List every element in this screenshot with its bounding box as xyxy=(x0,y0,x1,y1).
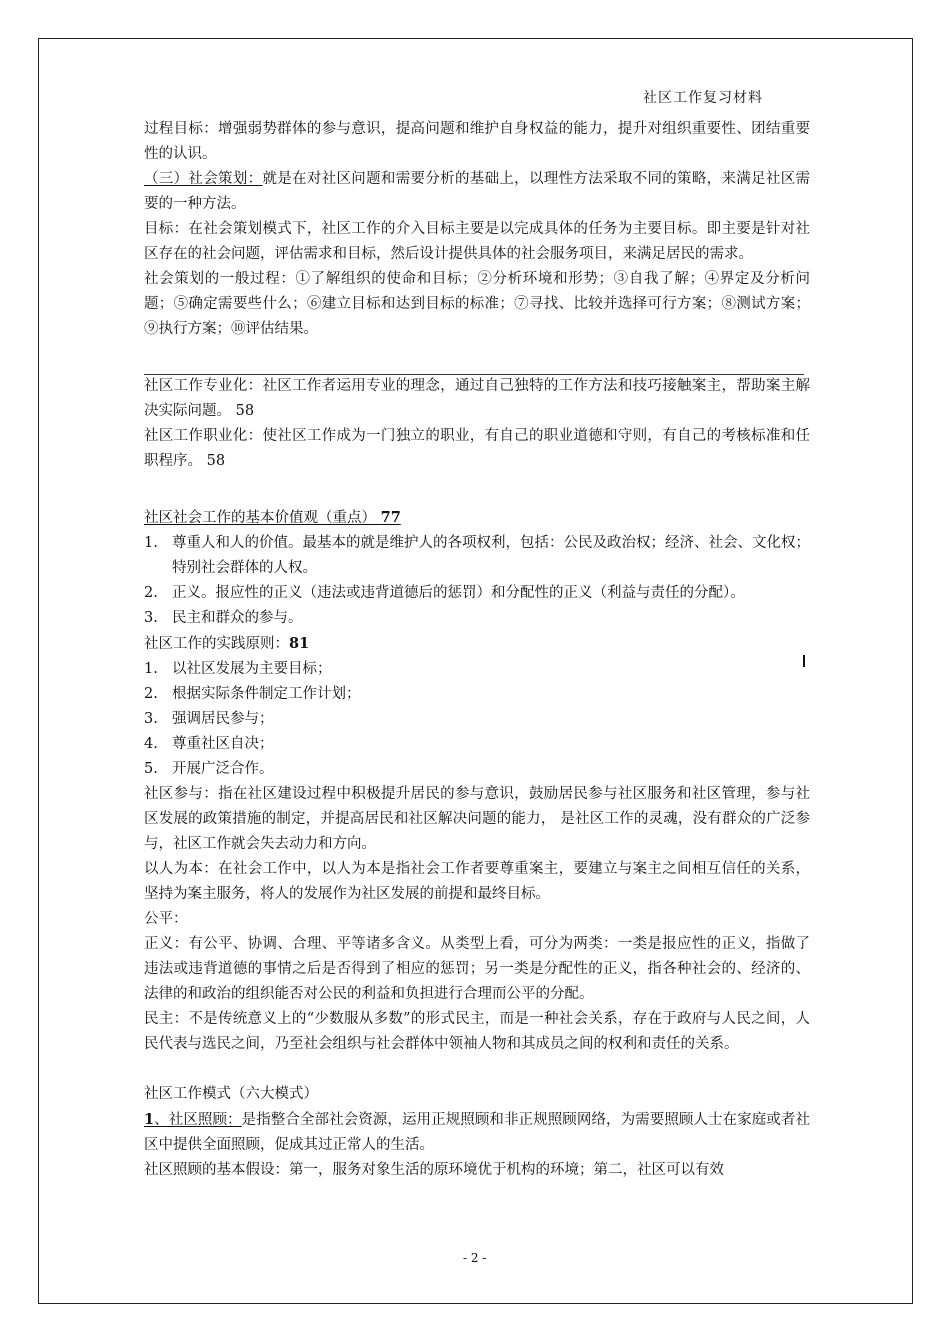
principles-heading-text: 社区工作的实践原则： xyxy=(144,636,289,652)
principles-heading-page: 81 xyxy=(289,635,310,652)
values-heading xyxy=(144,505,810,531)
principles-heading xyxy=(144,631,810,657)
spacer xyxy=(144,342,810,374)
list-item: 3. 强调居民参与； xyxy=(144,711,274,727)
values-list xyxy=(144,531,810,631)
planning-target-paragraph: 目标：在社会策划模式下，社区工作的介入目标主要是以完成具体的任务为主要目标。即主要是针对社区存在的社会问题，评估需求和目标，然后设计提供具体的社会服务项目，来满足居民的需求。 xyxy=(144,221,810,262)
social-planning-term: （三）社会策划： xyxy=(144,171,263,187)
social-planning-definition: 就是在对社区问题和需要分析的基础上，以理性方法采取不同的策略，来满足社区需要的一种方法。 xyxy=(144,171,811,212)
community-care-term: 、社区照顾： xyxy=(154,1112,242,1128)
justice-paragraph: 正义：有公平、协调、合理、平等诸多含义。从类型上看，可分为两类：一类是报应性的正义，指做了违法或违背道德的事情之后是否得到了相应的惩罚；另一类是分配性的正义，指各种社会的、经济的、法律的和政治的组织能否对公民的利益和负担进行合理而公平的分配。 xyxy=(144,936,810,1002)
list-item: 1. 以社区发展为主要目标； xyxy=(144,661,332,677)
models-heading: 社区工作模式（六大模式） xyxy=(144,1086,318,1102)
running-header: 社区工作复习材料 xyxy=(643,90,763,106)
list-item: 5. 开展广泛合作。 xyxy=(144,761,274,777)
list-item: 4. 尊重社区自决； xyxy=(144,736,274,752)
fairness-paragraph: 公平： xyxy=(144,911,188,927)
people-oriented-paragraph: 以人为本：在社会工作中，以人为本是指社会工作者要尊重案主，要建立与案主之间相互信任的关系，坚持为案主服务，将人的发展作为社区发展的前提和最终目标。 xyxy=(144,861,810,902)
occupationalization-paragraph: 社区工作职业化：使社区工作成为一门独立的职业，有自己的职业道德和守则，有自己的考核标准和任职程序。 58 xyxy=(144,428,810,469)
community-care-assumption: 社区照顾的基本假设：第一，服务对象生活的原环境优于机构的环境；第二，社区可以有效 xyxy=(144,1162,724,1178)
list-item: 2. 根据实际条件制定工作计划； xyxy=(144,686,361,702)
process-goal-paragraph: 过程目标：增强弱势群体的参与意识，提高问题和维护自身权益的能力，提升对组织重要性、团结重要性的认识。 xyxy=(144,121,810,162)
community-care-paragraph xyxy=(144,1107,810,1158)
democracy-paragraph: 民主：不是传统意义上的“少数服从多数”的形式民主，而是一种社会关系，存在于政府与人民之间，人民代表与选民之间，乃至社会组织与社会群体中领袖人物和其成员之间的权利和责任的关系。 xyxy=(144,1011,810,1052)
list-item: 3. 民主和群众的参与。 xyxy=(144,610,303,626)
professionalization-paragraph: 社区工作专业化：社区工作者运用专业的理念，通过自己独特的工作方法和技巧接触案主，帮助案主解决实际问题。 58 xyxy=(144,378,810,419)
list-item: 1. 尊重人和人的价值。最基本的就是维护人的各项权利，包括：公民及政治权；经济、社会、文化权；特别社会群体的人权。 xyxy=(144,535,810,576)
participation-paragraph: 社区参与：指在社区建设过程中积极提升居民的参与意识，鼓励居民参与社区服务和社区管理，参与社区发展的政策措施的制定，并提高居民和社区解决问题的能力， 是社区工作的灵魂，没有群众的广泛参与，社区工作就会失去动力和方向。 xyxy=(144,786,810,852)
document-body xyxy=(144,117,810,1183)
page-number: - 2 - xyxy=(463,1251,487,1265)
spacer xyxy=(144,1057,810,1082)
values-heading-page: 77 xyxy=(380,509,401,526)
community-care-number: 1 xyxy=(144,1111,155,1128)
social-planning-paragraph xyxy=(144,167,810,217)
spacer xyxy=(144,474,810,505)
list-item: 2. 正义。报应性的正义（违法或违背道德后的惩罚）和分配性的正义（利益与责任的分配）。 xyxy=(144,585,745,601)
principles-list xyxy=(144,657,810,782)
community-care-definition: 是指整合全部社会资源，运用正规照顾和非正规照顾网络，为需要照顾人士在家庭或者社区中提供全面照顾，促成其过正常人的生活。 xyxy=(144,1112,810,1153)
planning-process-paragraph: 社会策划的一般过程：①了解组织的使命和目标；②分析环境和形势；③自我了解；④界定及分析问题；⑤确定需要些什么；⑥建立目标和达到目标的标准；⑦寻找、比较并选择可行方案；⑧测试方案；⑨执行方案；⑩评估结果。 xyxy=(144,271,810,337)
values-heading-text: 社区社会工作的基本价值观（重点） xyxy=(144,510,376,526)
